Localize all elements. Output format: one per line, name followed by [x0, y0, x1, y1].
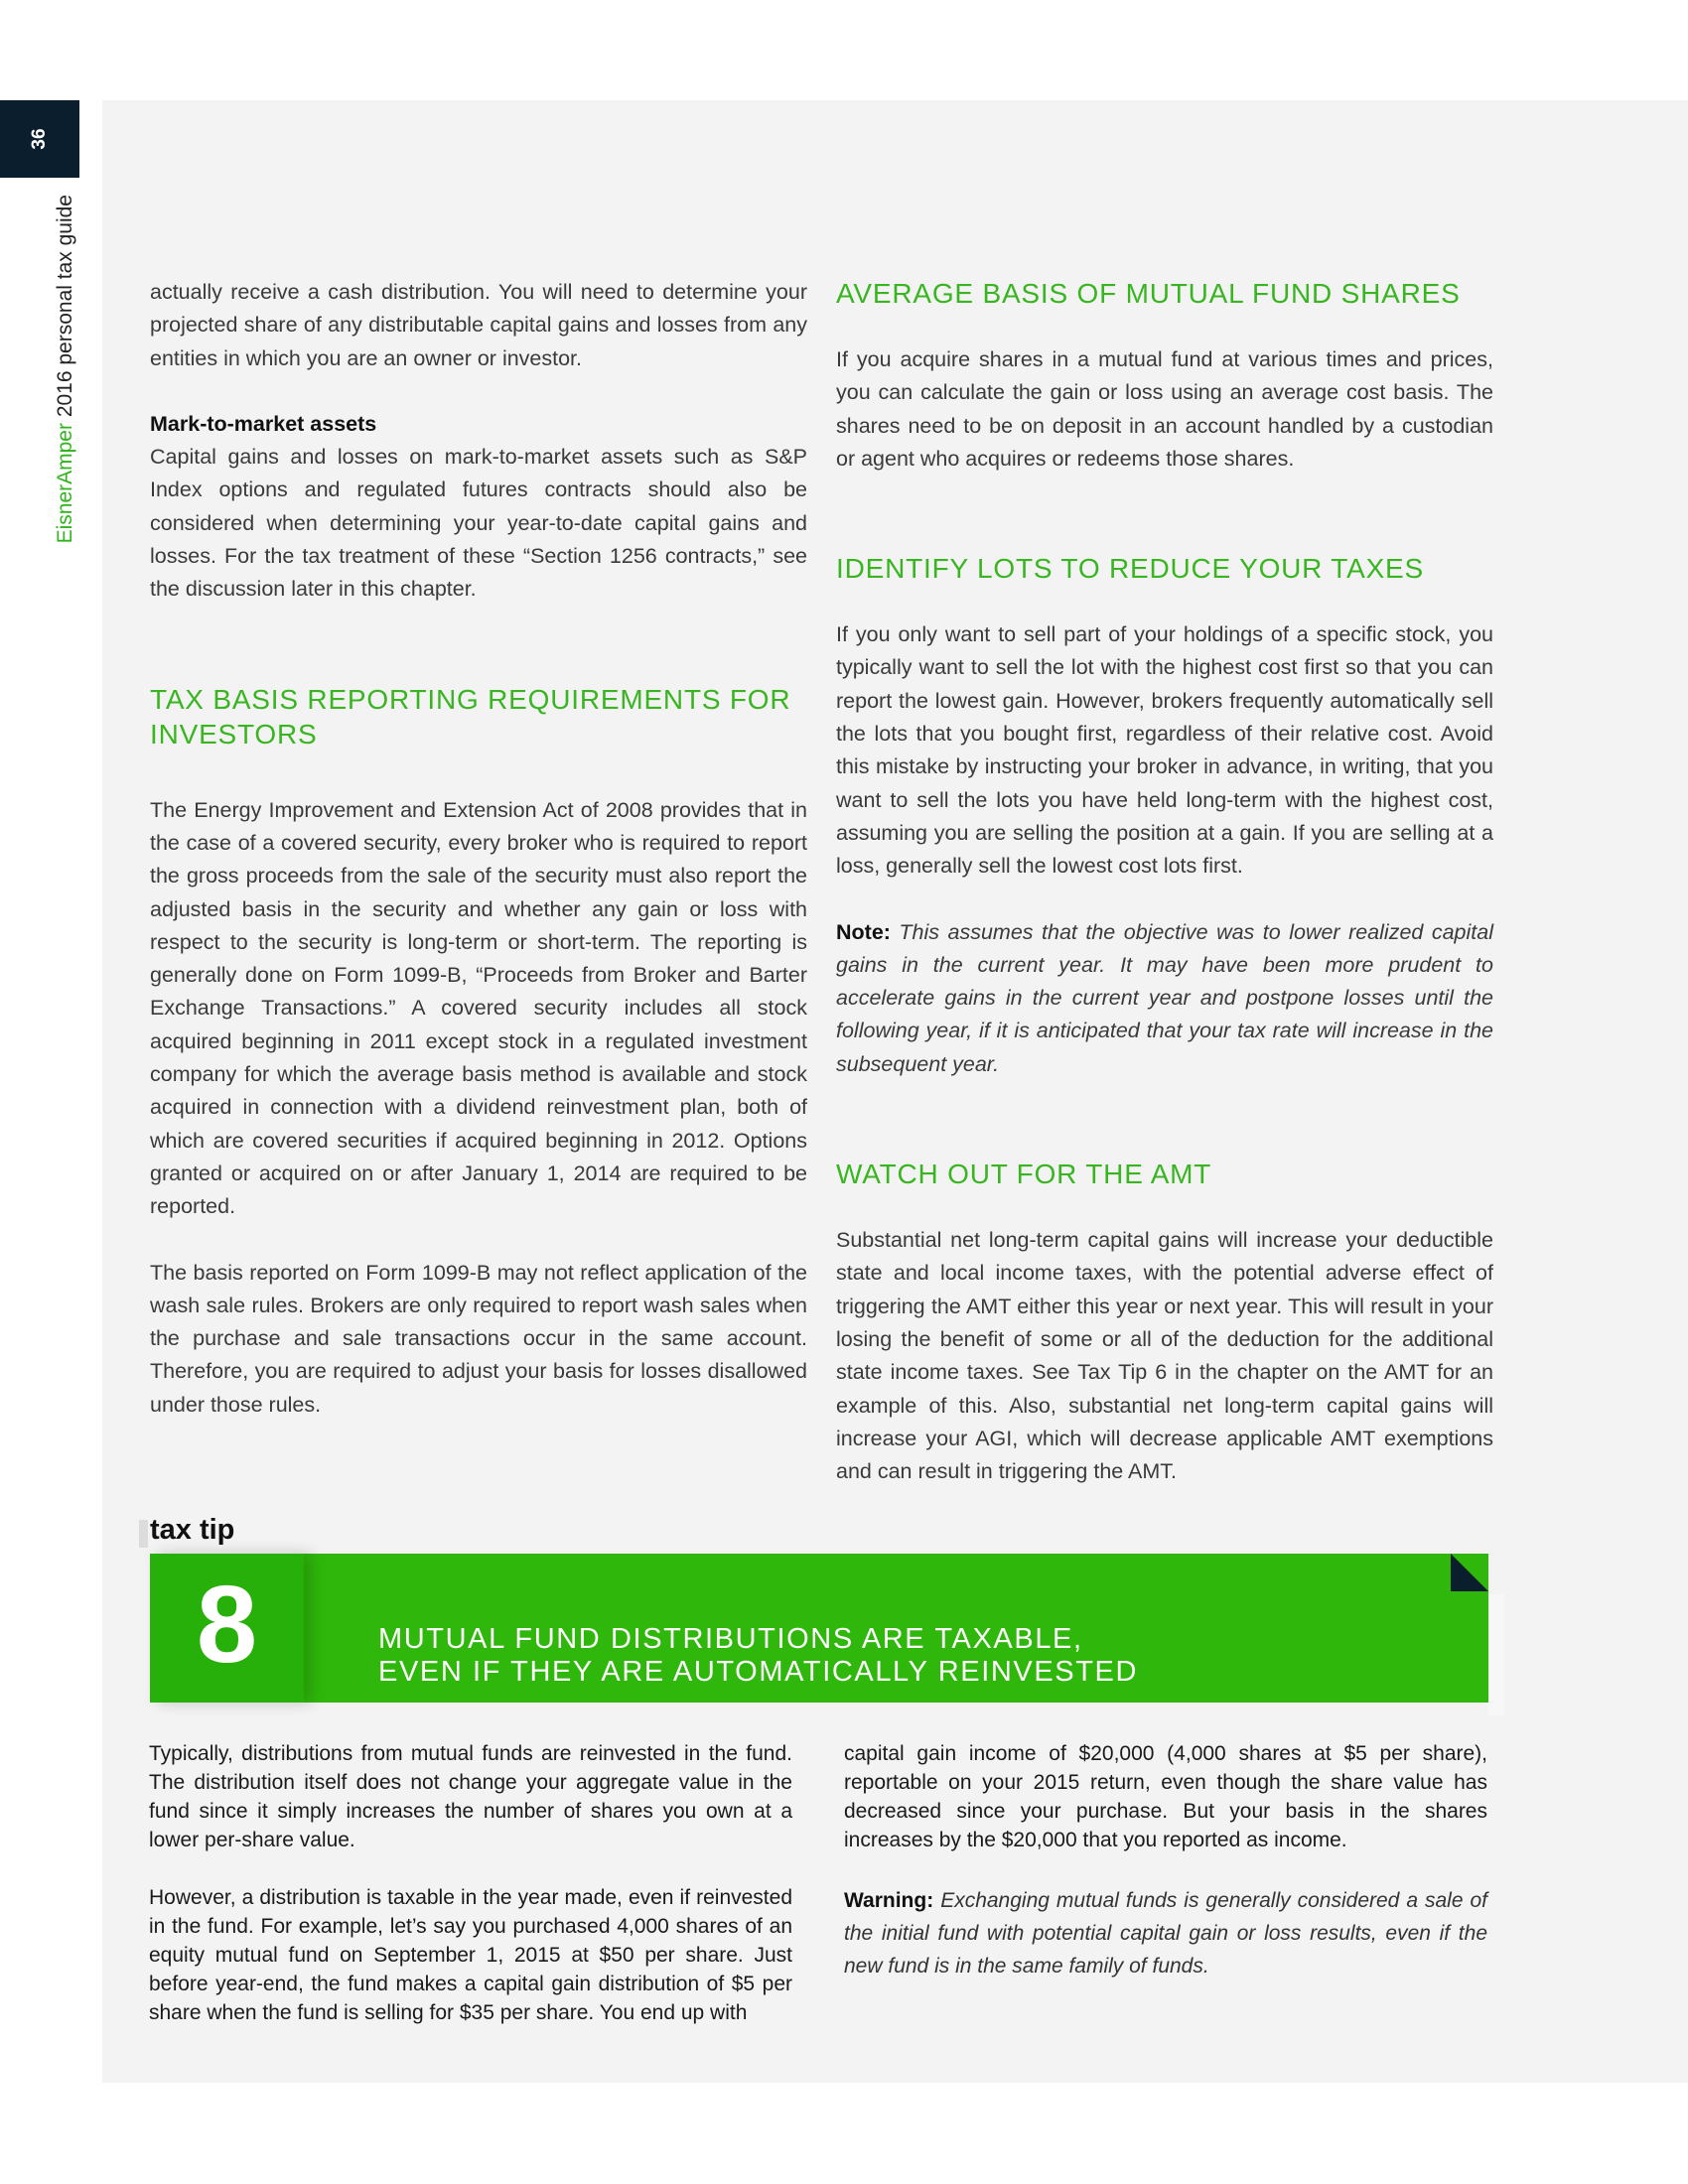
paragraph: Capital gains and losses on mark-to-market assets such as S&P Index options and regulated futures contracts should also be considered when determining your year-to-date capital gains and losses. For the tax treatment of these “Section 1256 contracts,” see the discussion later in this chapter.	[150, 445, 807, 602]
warning-text: Exchanging mutual funds is generally considered a sale of the initial fund with potential capital gain or loss results, even if the new fund is in the same family of funds.	[844, 1889, 1487, 1978]
tax-tip-number: 8	[196, 1564, 258, 1686]
paragraph: If you only want to sell part of your holdings of a specific stock, you typically want to sell the lot with the highest cost first so that you can report the lowest gain. However, brokers frequently automatically sell the lots that you bought first, regardless of their relative cost. Avoid this mistake by instructing your broker in advance, in writing, that you want to sell the lots you have held long-term with the highest cost, assuming you are selling the position at a gain. If you are selling at a loss, generally sell the lowest cost lots first.	[836, 622, 1493, 879]
tax-tip-left-column	[149, 1739, 792, 2027]
page-number-tab	[0, 100, 79, 178]
paragraph: The basis reported on Form 1099-B may not reflect application of the wash sale rules. Brokers are only required to report wash sales when the purchase and sale transactions occur in the same account. Therefore, you are required to adjust your basis for losses disallowed under those rules.	[150, 1260, 807, 1417]
page-number: 36	[29, 128, 50, 150]
guide-title: 2016 personal tax guide	[54, 195, 76, 424]
heading-watch-out-amt: WATCH OUT FOR THE AMT	[836, 1159, 1212, 1190]
note-paragraph	[836, 916, 1493, 1081]
paragraph: However, a distribution is taxable in the year made, even if reinvested in the fund. For example, let’s say you purchased 4,000 shares of an equity mutual fund on September 1, 2015 at $50 per share. Just before year-end, the fund makes a capital gain distribution of $5 per share when the fund is selling for $35 per share. You end up with	[149, 1886, 792, 2024]
right-column	[836, 276, 1493, 1488]
paragraph: If you acquire shares in a mutual fund at various times and prices, you can calculate the gain or loss using an average cost basis. The shares need to be on deposit in an account handled by a custodian or agent who acquires or redeems those shares.	[836, 347, 1493, 471]
tax-tip-right-column	[844, 1739, 1487, 1982]
paragraph: Typically, distributions from mutual funds are reinvested in the fund. The distribution itself does not change your aggregate value in the fund since it simply increases the number of shares you own at a lower per-share value.	[149, 1742, 792, 1851]
left-column	[150, 276, 807, 1422]
tax-tip-number-box	[150, 1554, 304, 1703]
folded-corner-icon	[1451, 1554, 1488, 1591]
tax-tip-banner	[150, 1554, 1488, 1703]
warning-label: Warning:	[844, 1889, 934, 1912]
tax-tip-label: tax tip	[150, 1514, 235, 1546]
heading-tax-basis-reporting: TAX BASIS REPORTING REQUIREMENTS FOR INVESTORS	[150, 683, 791, 750]
paragraph: actually receive a cash distribution. You will need to determine your projected share of any distributable capital gains and losses from any entities in which you are an owner or investor.	[150, 280, 807, 370]
paragraph: Substantial net long-term capital gains will increase your deductible state and local income taxes, with the potential adverse effect of triggering the AMT either this year or next year. This will result in your losing the benefit of some or all of the deduction for the additional state income taxes. See Tax Tip 6 in the chapter on the AMT for an example of this. Also, substantial net long-term capital gains will increase your AGI, which will decrease applicable AMT exemptions and can result in triggering the AMT.	[836, 1228, 1493, 1484]
banner-shadow	[1488, 1594, 1504, 1715]
paragraph: The Energy Improvement and Extension Act of 2008 provides that in the case of a covered security, every broker who is required to report the gross proceeds from the sale of the security must also report the adjusted basis in the security and whether any gain or loss with respect to the security is long-term or short-term. The reporting is generally done on Form 1099-B, “Proceeds from Broker and Barter Exchange Transactions.” A covered security includes all stock acquired beginning in 2011 except stock in a regulated investment company for which the average basis method is available and stock acquired in connection with a dividend reinvestment plan, both of which are covered securities if acquired beginning in 2012. Options granted or acquired on or after January 1, 2014 are required to be reported.	[150, 797, 807, 1219]
paragraph: capital gain income of $20,000 (4,000 shares at $5 per share), reportable on your 2015 return, even though the share value has decreased since your purchase. But your basis in the shares increases by the $20,000 that you reported as income.	[844, 1742, 1487, 1851]
note-label: Note:	[836, 919, 891, 944]
tax-tip-title	[378, 1623, 1138, 1689]
heading-identify-lots: IDENTIFY LOTS TO REDUCE YOUR TAXES	[836, 553, 1424, 585]
tax-tip-marker	[139, 1520, 148, 1548]
note-text: This assumes that the objective was to lower realized capital gains in the current year. It may have been more prudent to accelerate gains in the current year and postpone losses until the following year, if it is anticipated that your tax rate will increase in the subsequent year.	[836, 919, 1493, 1076]
brand-name: EisnerAmper	[54, 423, 76, 544]
tax-tip-title-line1: MUTUAL FUND DISTRIBUTIONS ARE TAXABLE,	[378, 1623, 1083, 1655]
tax-tip-title-line2: EVEN IF THEY ARE AUTOMATICALLY REINVESTED	[378, 1656, 1139, 1688]
subheading-mark-to-market: Mark-to-market assets	[150, 411, 377, 436]
warning-paragraph	[844, 1884, 1487, 1982]
running-header	[54, 195, 77, 543]
heading-average-basis: AVERAGE BASIS OF MUTUAL FUND SHARES	[836, 278, 1461, 309]
